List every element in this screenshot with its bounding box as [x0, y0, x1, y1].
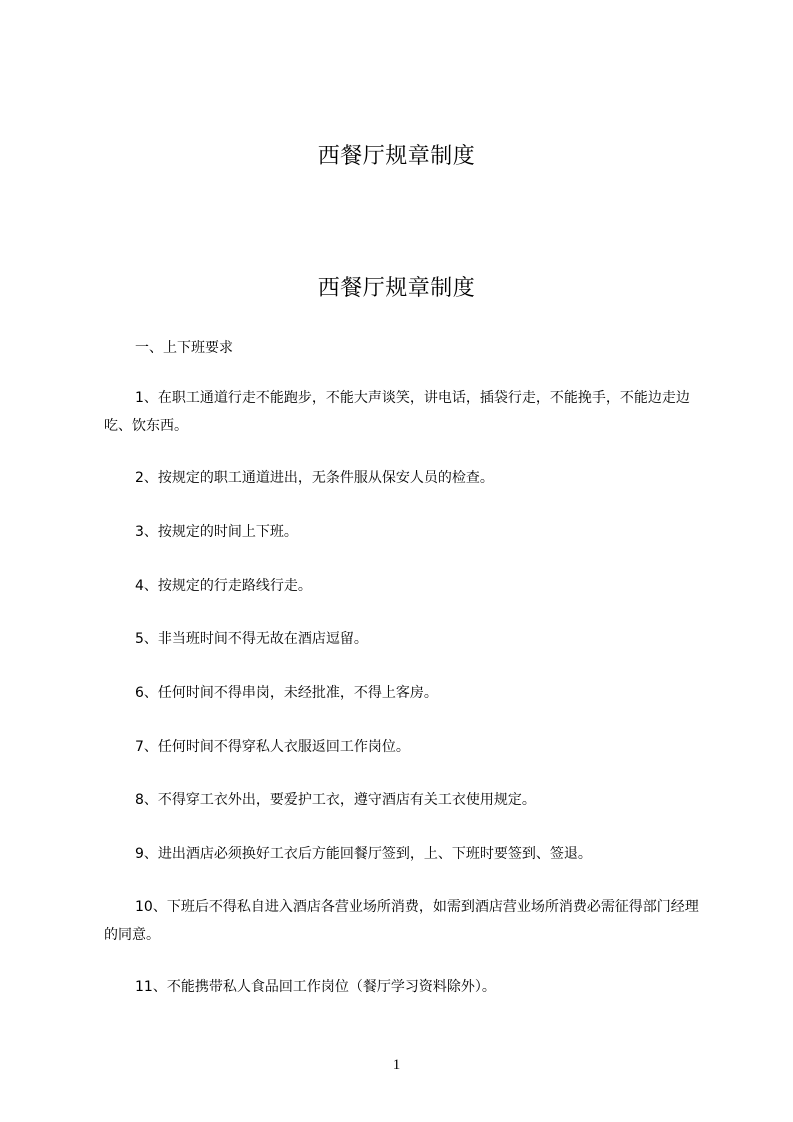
rule-item-7 — [104, 733, 710, 761]
rule-text-9: 9、进出酒店必须换好工衣后方能回餐厅签到，上、下班时要签到、签退。 — [135, 846, 592, 862]
rule-text-5: 5、非当班时间不得无故在酒店逗留。 — [135, 631, 368, 647]
rule-text-7: 7、任何时间不得穿私人衣服返回工作岗位。 — [135, 739, 410, 755]
rule-text-3: 3、按规定的时间上下班。 — [135, 524, 298, 540]
rule-text-1: 1、在职工通道行走不能跑步，不能大声谈笑，讲电话，插袋行走，不能挽手，不能边走边吃、饮东西。 — [104, 390, 690, 434]
rule-item-11 — [104, 973, 710, 1001]
document-title-top: 西餐厅规章制度 — [317, 144, 476, 169]
rule-item-10 — [104, 893, 710, 949]
section-heading: 一、上下班要求 — [135, 340, 233, 356]
rule-item-3 — [104, 518, 710, 546]
rule-text-2: 2、按规定的职工通道进出，无条件服从保安人员的检查。 — [135, 470, 494, 486]
rule-item-9 — [104, 840, 710, 868]
rule-item-5 — [104, 625, 710, 653]
rule-item-8 — [104, 786, 710, 814]
rule-text-8: 8、不得穿工衣外出，要爱护工衣，遵守酒店有关工衣使用规定。 — [135, 792, 536, 808]
rule-text-10: 10、下班后不得私自进入酒店各营业场所消费，如需到酒店营业场所消费必需征得部门经理的同意。 — [104, 899, 699, 943]
rule-item-2 — [104, 464, 710, 492]
document-title-main: 西餐厅规章制度 — [317, 276, 476, 301]
rule-text-4: 4、按规定的行走路线行走。 — [135, 578, 312, 594]
rule-text-11: 11、不能携带私人食品回工作岗位（餐厅学习资料除外）。 — [135, 979, 496, 995]
rule-item-1 — [104, 384, 710, 440]
rule-item-4 — [104, 572, 710, 600]
rule-item-6 — [104, 679, 710, 707]
rule-text-6: 6、任何时间不得串岗，未经批准，不得上客房。 — [135, 685, 438, 701]
page-number: 1 — [392, 1057, 401, 1073]
